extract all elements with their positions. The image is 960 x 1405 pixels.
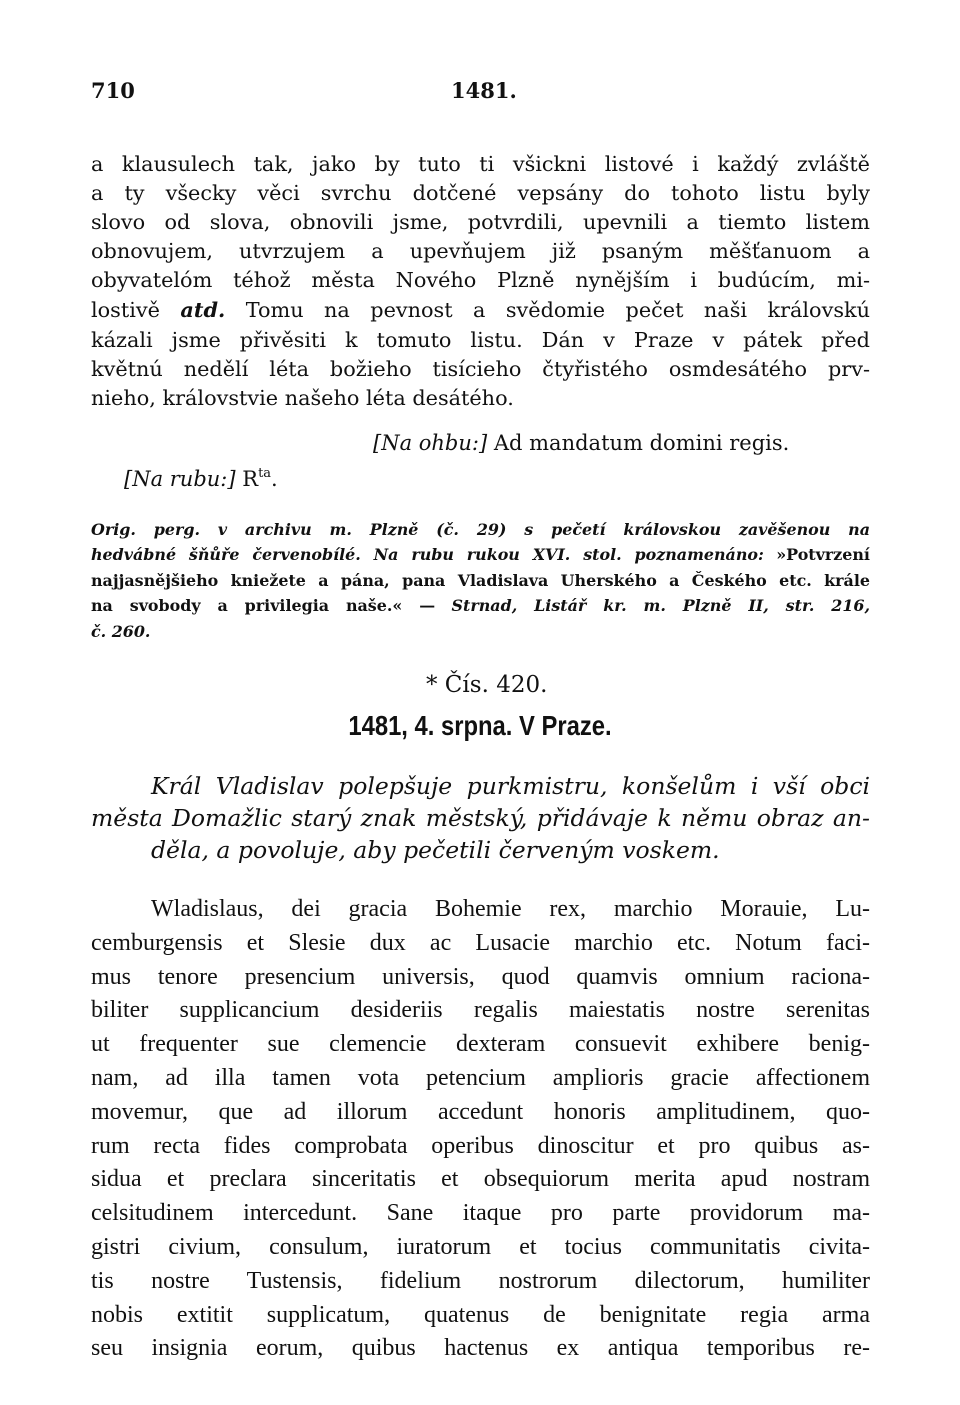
text-fragment: lostivě	[91, 298, 160, 323]
text-fragment: Tomu na pevnost a svědomie pečet naši královskú	[245, 298, 870, 323]
text-line	[91, 295, 870, 325]
latin-line: celsitudinem intercedunt. Sane itaque pro parte providorum ma-	[91, 1200, 870, 1227]
endorsement-label: [Na ohbu:]	[373, 431, 488, 455]
document-date-heading: 1481, 4. srpna. V Praze.	[348, 710, 612, 741]
running-header-year: 1481.	[451, 78, 517, 103]
regest-line: města Domažlic starý znak městský, přidávaje k němu obraz an-	[91, 803, 870, 832]
latin-line: Wladislaus, dei gracia Bohemie rex, marchio Morauie, Lu-	[151, 896, 870, 922]
note-fragment: hedvábné šňůře červenobílé. Na rubu rukou XVI. stol. poznamenáno:	[91, 545, 764, 565]
regest-line: děla, a povoluje, aby pečetili červeným voskem.	[151, 835, 720, 864]
continuation-paragraph	[91, 150, 870, 413]
text-line: slovo od slova, obnovili jsme, potvrdili, upevnili a tiemto listem	[91, 210, 870, 235]
etc-abbreviation: atd.	[180, 297, 226, 323]
note-line: najjasnějšieho kniežete a pána, pana Vladislava Uherského a Českého etc. krále	[91, 570, 870, 590]
note-fragment: na svobody a privilegia naše.« —	[91, 596, 436, 616]
endorsement-back	[124, 467, 278, 491]
text-line: květnú nedělí léta božieho tisícieho čtyřistého osmdesátého prv-	[91, 356, 870, 381]
note-fragment: Strnad, Listář kr. m. Plzně II, str. 216,	[451, 596, 870, 616]
latin-line: nobis extitit supplicatum, quatenus de benignitate regia arma	[91, 1301, 870, 1328]
endorsement-text: Ad mandatum domini regis.	[493, 431, 790, 455]
document-number: * Čís. 420.	[426, 672, 548, 698]
endorsement-text: R	[242, 467, 259, 491]
note-line	[91, 542, 870, 567]
latin-charter-text	[91, 893, 870, 1366]
note-line: Orig. perg. v archivu m. Plzně (č. 29) s pečetí královskou zavěšenou na	[91, 520, 870, 539]
archival-note	[91, 517, 870, 644]
latin-line: sidua et preclara sinceritatis et obsequiorum merita apud nostram	[91, 1166, 870, 1193]
text-line: a ty všecky věci svrchu dotčené vepsány do tohoto listu byly	[91, 181, 870, 206]
latin-line: nam, ad illa tamen vota petencium amplioris gracie affectionem	[91, 1064, 870, 1091]
note-line	[91, 593, 870, 618]
text-line: obnovujem, utvrzujem a upevňujem již psaným měšťanuom a	[91, 239, 870, 264]
latin-line: gistri civium, consulum, iuratorum et tocius communitatis civita-	[91, 1233, 870, 1260]
page-number: 710	[91, 78, 135, 103]
latin-line: tis nostre Tustensis, fidelium nostrorum dilectorum, humiliter	[91, 1267, 870, 1294]
note-fragment: »Potvrzení	[776, 545, 870, 565]
latin-line: biliter supplicancium desideriis regalis maiestatis nostre serenitas	[91, 997, 870, 1024]
text-line: obyvatelóm téhož města Nového Plzně nynějším i budúcím, mi-	[91, 268, 870, 293]
endorsement-period: .	[271, 467, 278, 491]
latin-line: rum recta fides comprobata operibus dinoscitur et pro quibus as-	[91, 1132, 870, 1159]
endorsement-superscript: ta	[258, 466, 272, 481]
regest-line: Král Vladislav polepšuje purkmistru, konšelům i vší obci	[151, 772, 870, 800]
note-line: č. 260.	[91, 621, 151, 641]
latin-line: movemur, que ad illorum accedunt honoris amplitudinem, quo-	[91, 1098, 870, 1125]
latin-line: cemburgensis et Slesie dux ac Lusacie marchio etc. Notum faci-	[91, 929, 870, 956]
endorsement-fold	[373, 431, 789, 455]
text-line: kázali jsme přivěsiti k tomuto listu. Dán v Praze v pátek před	[91, 327, 870, 352]
text-line: a klausulech tak, jako by tuto ti všickni listové i každý zvláště	[91, 152, 870, 176]
text-line: nieho, královstvie našeho léta desátého.	[91, 385, 514, 410]
latin-line: seu insignia eorum, quibus hactenus ex antiqua temporibus re-	[91, 1335, 870, 1362]
regest-summary	[91, 771, 870, 866]
endorsement-label: [Na rubu:]	[124, 467, 236, 491]
latin-line: mus tenore presencium universis, quod quamvis omnium raciona-	[91, 963, 870, 990]
latin-line: ut frequenter sue clemencie dexteram consuevit exhibere benig-	[91, 1031, 870, 1058]
